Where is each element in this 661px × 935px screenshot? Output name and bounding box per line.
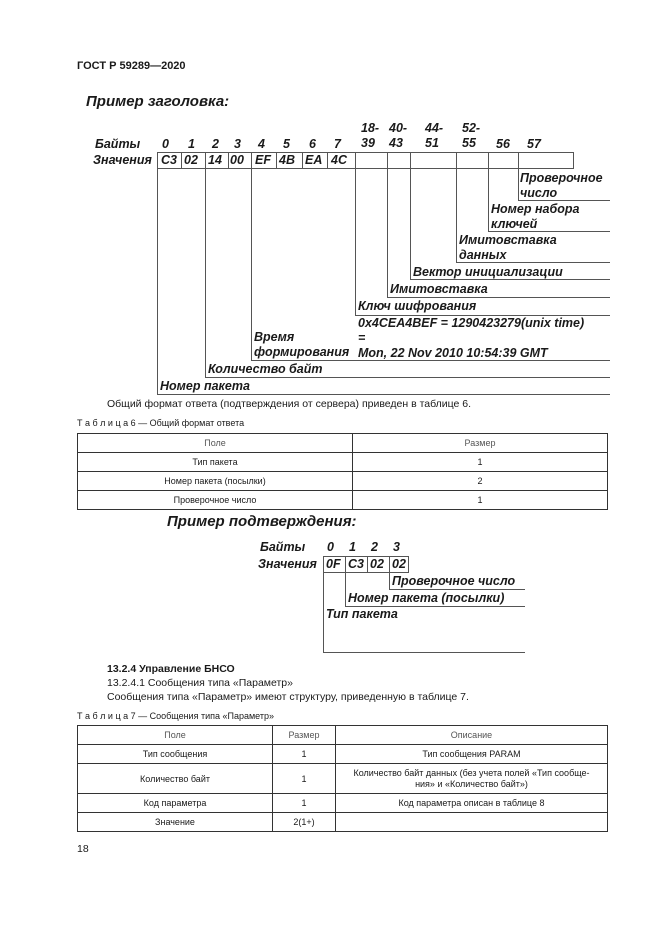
byte-index: 2 (212, 137, 219, 151)
values-label: Значения (93, 153, 152, 167)
confirm-field-checksum: Проверочное число (392, 574, 516, 588)
byte-index: 4 (258, 137, 265, 151)
table-cell: 2 (353, 472, 608, 491)
table-row (78, 794, 608, 813)
table-cell: 1 (353, 453, 608, 472)
byte-index: 56 (496, 137, 510, 151)
table-row (78, 491, 608, 510)
byte-index: 3 (234, 137, 241, 151)
field-time-value: 0x4CEA4BEF = 1290423279(unix time) = Mon, 22 Nov 2010 10:54:39 GMT (358, 316, 585, 360)
table7-header: Размер (273, 726, 336, 745)
confirm-byte-index: 3 (393, 540, 400, 554)
byte-index: 1 (188, 137, 195, 151)
section-heading: 13.2.4 Управление БНСО (107, 663, 235, 675)
byte-index: 40- 43 (389, 121, 408, 150)
field-byte-count: Количество байт (208, 362, 323, 376)
confirm-byte-value: 0F (326, 557, 341, 571)
field-packet-number: Номер пакета (160, 379, 250, 393)
table6-header: Размер (353, 434, 608, 453)
table-cell: Тип сообщения (78, 745, 273, 764)
table-row (78, 453, 608, 472)
confirm-byte-index: 0 (327, 540, 334, 554)
byte-index: 5 (283, 137, 290, 151)
table-row (78, 764, 608, 794)
example-header-title: Пример заголовка: (86, 93, 230, 110)
byte-value: 4C (331, 153, 347, 167)
confirm-field-packet-number: Номер пакета (посылки) (348, 591, 505, 605)
confirm-values-label: Значения (258, 557, 317, 571)
table-cell: 1 (353, 491, 608, 510)
section-subheading: 13.2.4.1 Сообщения типа «Параметр» (107, 677, 293, 689)
field-time-label: Время формирования (254, 330, 350, 359)
field-checksum: Проверочное число (520, 171, 603, 200)
table-cell: Тип пакета (78, 453, 353, 472)
byte-value: 02 (184, 153, 198, 167)
byte-value: 14 (208, 153, 222, 167)
confirm-byte-value: 02 (370, 557, 384, 571)
byte-value: EF (255, 153, 271, 167)
byte-index: 52- 55 (462, 121, 481, 150)
table-row (78, 813, 608, 832)
table-cell: 1 (273, 794, 336, 813)
bytes-label: Байты (95, 137, 141, 151)
table-cell: 2(1+) (273, 813, 336, 832)
confirm-byte-index: 1 (349, 540, 356, 554)
table6-header: Поле (78, 434, 353, 453)
table-cell: Код параметра (78, 794, 273, 813)
byte-value: C3 (161, 153, 177, 167)
document-code: ГОСТ Р 59289—2020 (77, 60, 186, 72)
confirm-byte-value: 02 (392, 557, 406, 571)
table-cell: Количество байт данных (без учета полей «Тип сообще- ния» и «Количество байт») (336, 764, 608, 794)
table-row (78, 472, 608, 491)
table7-header: Поле (78, 726, 273, 745)
table7-caption: Т а б л и ц а 7 — Сообщения типа «Параметр» (77, 711, 274, 721)
table-cell: Значение (78, 813, 273, 832)
table-row (78, 745, 608, 764)
table-cell: 1 (273, 745, 336, 764)
confirm-byte-value: C3 (348, 557, 364, 571)
confirm-byte-index: 2 (371, 540, 378, 554)
byte-value: 4B (279, 153, 295, 167)
table-cell: 1 (273, 764, 336, 794)
field-key-set: Номер набора ключей (491, 202, 580, 231)
table-cell: Тип сообщения PARAM (336, 745, 608, 764)
paragraph-response-format: Общий формат ответа (подтверждения от сервера) приведен в таблице 6. (107, 398, 472, 410)
byte-index: 6 (309, 137, 316, 151)
confirm-field-packet-type: Тип пакета (326, 607, 398, 621)
table-cell: Количество байт (78, 764, 273, 794)
field-mac: Имитовставка (390, 282, 488, 296)
table-cell: Проверочное число (78, 491, 353, 510)
byte-value: 00 (230, 153, 244, 167)
field-data-mac: Имитовставка данных (459, 233, 557, 262)
example-confirm-title: Пример подтверждения: (167, 513, 357, 530)
byte-index: 0 (162, 137, 169, 151)
field-init-vector: Вектор инициализации (413, 265, 563, 279)
byte-index: 44- 51 (425, 121, 444, 150)
byte-value: EA (305, 153, 323, 167)
field-enc-key: Ключ шифрования (358, 299, 477, 313)
table6-caption: Т а б л и ц а 6 — Общий формат ответа (77, 418, 245, 428)
table-cell: Код параметра описан в таблице 8 (336, 794, 608, 813)
byte-index: 7 (334, 137, 341, 151)
table7-header: Описание (336, 726, 608, 745)
section-text: Сообщения типа «Параметр» имеют структуру, приведенную в таблице 7. (107, 691, 469, 703)
byte-index: 18- 39 (361, 121, 380, 150)
table6 (77, 433, 608, 510)
byte-index: 57 (527, 137, 541, 151)
confirm-bytes-label: Байты (260, 540, 306, 554)
page-number: 18 (77, 843, 89, 855)
table-cell (336, 813, 608, 832)
table-cell: Номер пакета (посылки) (78, 472, 353, 491)
table7 (77, 725, 608, 832)
